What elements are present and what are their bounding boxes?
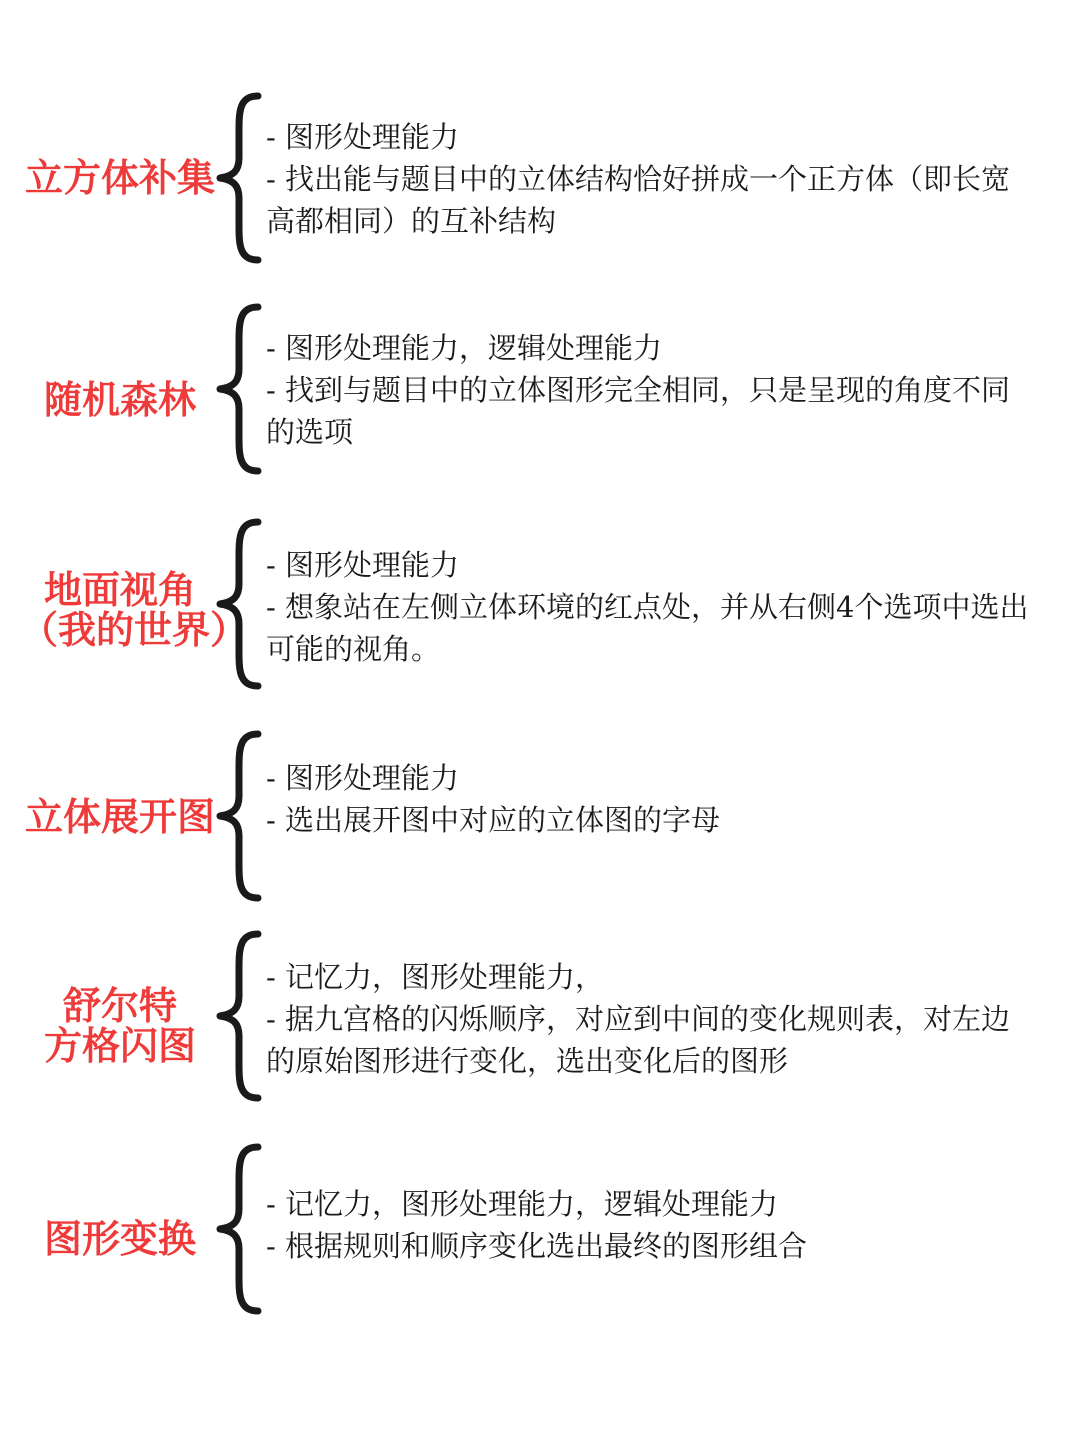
section-random-forest <box>0 303 1080 475</box>
content-line: - 根据规则和顺序变化选出最终的图形组合 <box>266 1229 808 1263</box>
curly-brace-icon <box>212 518 272 690</box>
content-line: - 记忆力，图形处理能力，逻辑处理能力 <box>266 1187 779 1221</box>
curly-brace-icon <box>212 92 272 264</box>
section-title-line: 舒尔特 <box>62 983 177 1028</box>
section-title <box>20 983 220 1068</box>
curly-brace-icon <box>212 303 272 475</box>
section-title-line: 立体展开图 <box>24 794 215 839</box>
section-title <box>20 155 220 200</box>
section-content <box>266 757 1036 841</box>
section-content <box>266 1183 1036 1267</box>
section-content <box>266 544 1036 670</box>
section-title <box>20 794 220 839</box>
section-content <box>266 327 1036 453</box>
curly-brace-icon <box>212 730 272 902</box>
content-line: - 选出展开图中对应的立体图的字母 <box>266 803 721 837</box>
section-title-line: 随机森林 <box>43 377 196 422</box>
content-line: - 找出能与题目中的立体结构恰好拼成一个正方体（即长宽高都相同）的互补结构 <box>266 162 1011 238</box>
content-line: - 图形处理能力 <box>266 120 460 154</box>
section-content <box>266 116 1036 242</box>
content-line: - 记忆力，图形处理能力， <box>266 960 605 994</box>
section-content <box>266 956 1036 1082</box>
content-line: - 想象站在左侧立体环境的红点处，并从右侧4个选项中选出可能的视角。 <box>266 590 1029 666</box>
section-title-line: 图形变换 <box>43 1216 196 1261</box>
section-title <box>20 377 220 422</box>
curly-brace-icon <box>212 1143 272 1315</box>
content-line: - 找到与题目中的立体图形完全相同，只是呈现的角度不同的选项 <box>266 373 1011 449</box>
section-title-line: 立方体补集 <box>24 155 215 200</box>
content-line: - 图形处理能力，逻辑处理能力 <box>266 331 663 365</box>
section-cube-complement <box>0 92 1080 264</box>
content-line: - 图形处理能力 <box>266 548 460 582</box>
content-line: - 图形处理能力 <box>266 761 460 795</box>
section-title-line: 地面视角 <box>43 567 196 612</box>
section-shape-transform <box>0 1143 1080 1315</box>
section-title-line: 方格闪图 <box>43 1023 196 1068</box>
section-title-line: （我的世界） <box>20 607 249 652</box>
curly-brace-icon <box>212 930 272 1102</box>
section-3d-unfold <box>0 730 1080 902</box>
section-ground-view <box>0 518 1080 690</box>
content-line: - 据九宫格的闪烁顺序，对应到中间的变化规则表，对左边的原始图形进行变化，选出变化后的图形 <box>266 1002 1011 1078</box>
section-title <box>20 567 249 652</box>
section-schulte-grid <box>0 930 1080 1102</box>
section-title <box>20 1216 220 1261</box>
